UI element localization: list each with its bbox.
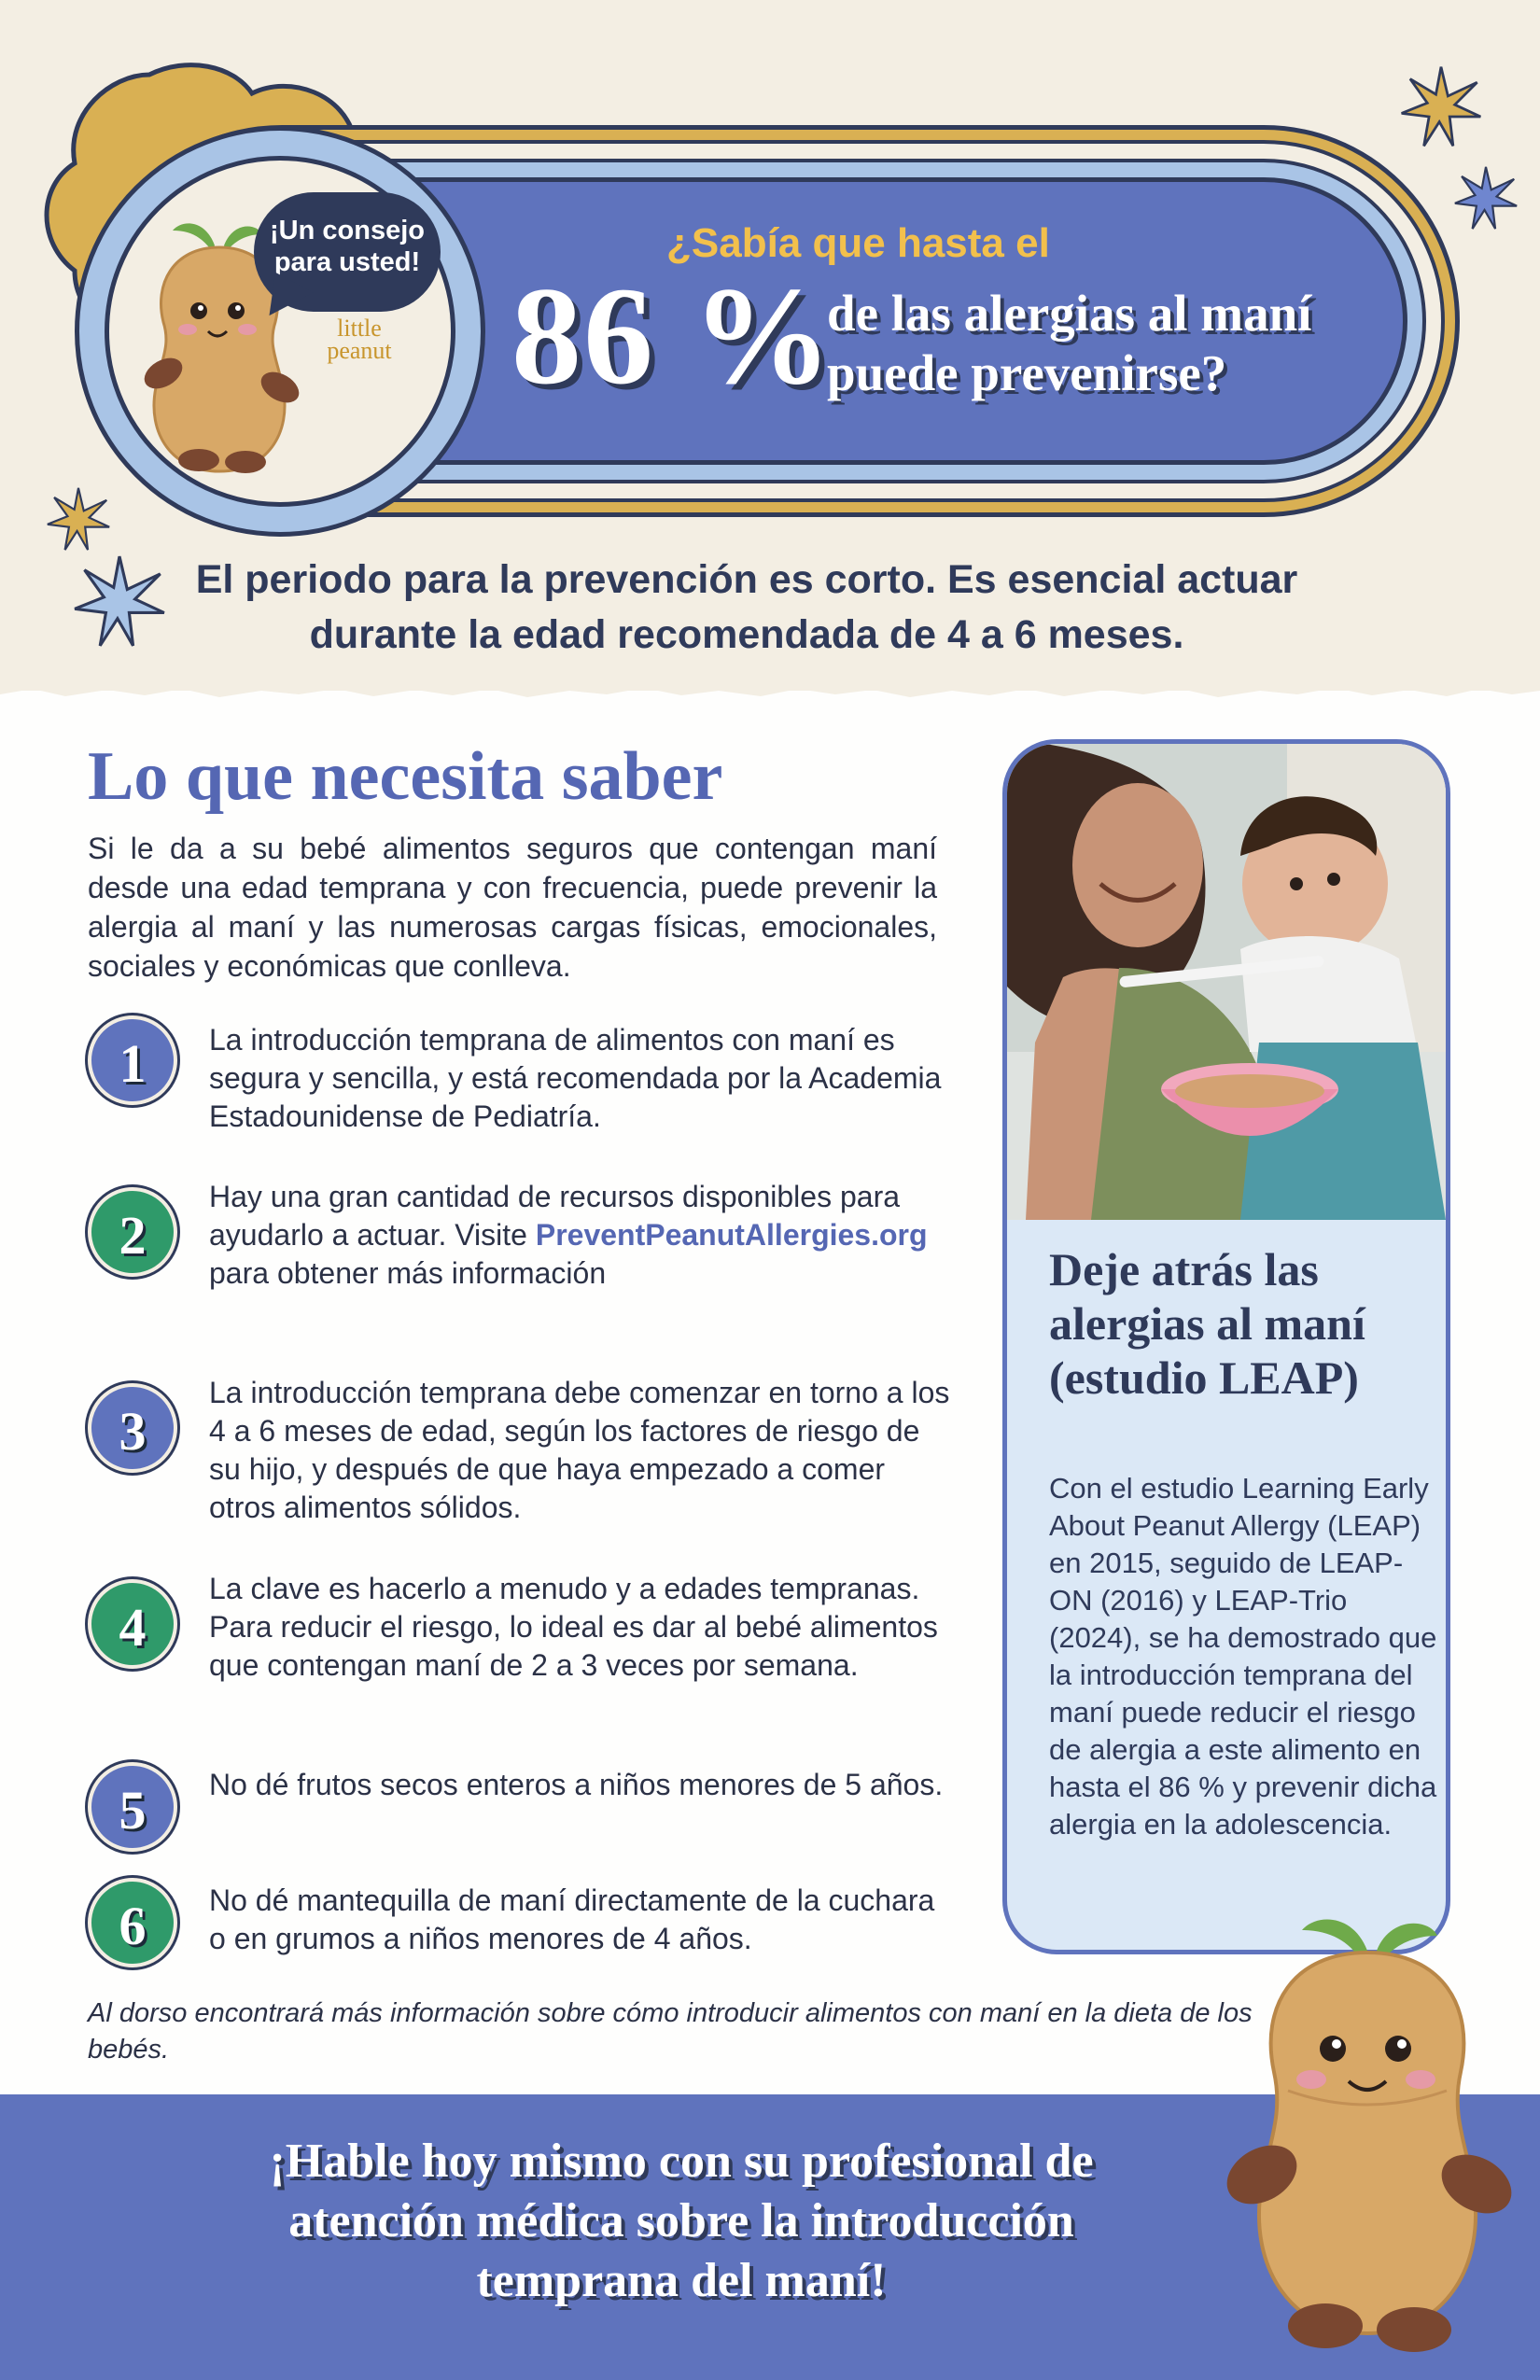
list-item-text: No dé frutos secos enteros a niños menores de 5 años. [209, 1768, 944, 1801]
question-line-2b: puede prevenirse? [827, 344, 1227, 401]
list-item-text [209, 1178, 956, 1293]
list-item-text: La introducción temprana debe comenzar en torno a los 4 a 6 meses de edad, según los factores de riesgo de su hijo, y después de que haya empezado a comer otros alimentos sólidos. [209, 1376, 950, 1524]
footer-call-to-action: ¡Hable hoy mismo con su profesional de atención médica sobre la introducción temprana del maní! [269, 2135, 1094, 2307]
big-percent: 86 % [511, 259, 834, 413]
list-item-text: No dé mantequilla de maní directamente de la cuchara o en grumos a niños menores de 4 años. [209, 1883, 935, 1955]
star-icon [45, 485, 112, 553]
star-icon [1452, 164, 1519, 231]
leap-study-card [1002, 739, 1450, 1954]
card-body: Con el estudio Learning Early About Peanut Allergy (LEAP) en 2015, seguido de LEAP-ON (2016) y LEAP-Trio (2024), se ha demostrado que la introducción temprana del maní puede reducir el riesgo de alergia a este alimento en hasta el 86 % y prevenir dicha alergia en la adolescencia. [1049, 1472, 1437, 1841]
brand-logo-line1: little [337, 315, 382, 342]
intro-paragraph: Si le da a su bebé alimentos seguros que contengan maní desde una edad temprana y con frecuencia, puede prevenir la alergia al maní y las numerosas cargas físicas, emocionales, sociales y económicas que conlleva. [88, 832, 937, 983]
number-badge: 1 [88, 1015, 177, 1105]
number-badge: 4 [88, 1579, 177, 1669]
card-title: Deje atrás las alergias al maní (estudio LEAP) [1049, 1243, 1365, 1404]
brand-logo [308, 317, 411, 362]
star-icon [71, 553, 168, 650]
resource-link[interactable]: PreventPeanutAllergies.org [535, 1218, 928, 1252]
mother-feeding-baby-photo [1007, 744, 1446, 1220]
list-item-text-after: para obtener más información [209, 1256, 607, 1290]
number-badge: 6 [88, 1878, 177, 1967]
number-badge: 5 [88, 1762, 177, 1852]
list-item-text: La introducción temprana de alimentos con maní es segura y sencilla, y está recomendada por la Academia Estadounidense de Pediatría. [209, 1023, 942, 1133]
question-line-2a: de las alergias al maní [827, 285, 1312, 342]
torn-paper-edge [0, 674, 1540, 711]
list-item-text: La clave es hacerlo a menudo y a edades tempranas. Para reducir el riesgo, lo ideal es dar al bebé alimentos que contengan maní de 2 a 3 veces por semana. [209, 1572, 938, 1682]
peanut-mascot-icon [1213, 1895, 1521, 2380]
lead-statement: El periodo para la prevención es corto. Es esencial actuar durante la edad recomendada de 4 a 6 meses. [195, 557, 1298, 657]
tip-bubble-text: ¡Un consejo para usted! [270, 216, 425, 277]
number-badge: 2 [88, 1187, 177, 1277]
star-icon [1398, 63, 1484, 149]
brand-logo-line2: peanut [327, 337, 392, 364]
footnote: Al dorso encontrará más información sobre cómo introducir alimentos con maní en la dieta de los bebés. [88, 1998, 1253, 2065]
question-line-1: ¿Sabía que hasta el [666, 220, 1050, 266]
question-line-2 [827, 284, 1311, 403]
number-badge: 3 [88, 1383, 177, 1473]
list-item-text-before: Hay una gran cantidad de recursos disponibles para ayudarlo a actuar. Visite [209, 1180, 901, 1252]
section-title: Lo que necesita saber [88, 738, 723, 815]
